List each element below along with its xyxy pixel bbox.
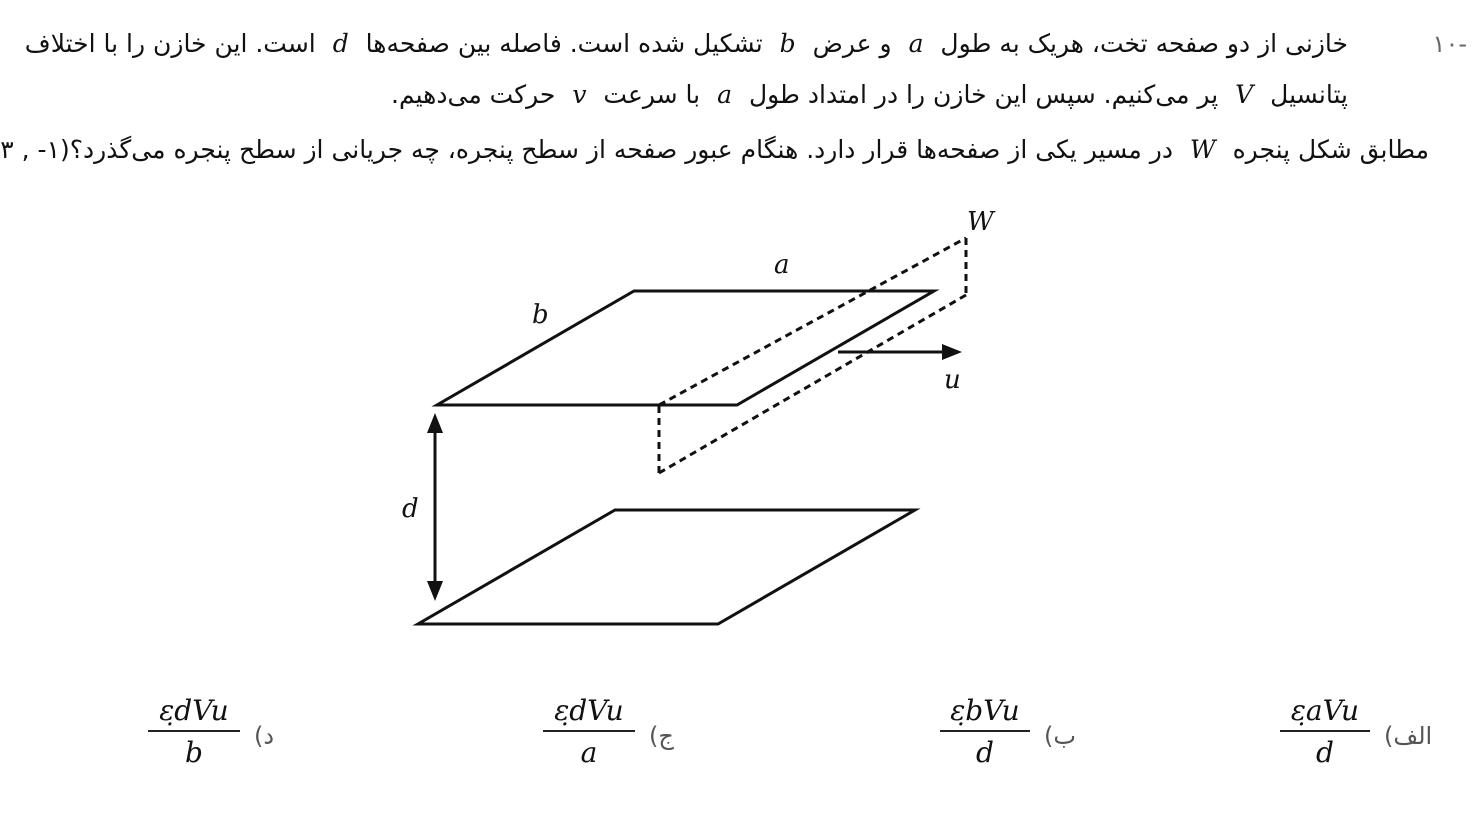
option-label: ب): [1044, 722, 1076, 750]
fraction-numerator: ε̣bVu: [940, 694, 1030, 732]
text-segment: مطابق شکل پنجره: [1232, 135, 1429, 164]
text-segment: حرکت می‌دهیم.: [391, 80, 556, 109]
label-d: d: [402, 494, 419, 524]
label-w: W: [967, 207, 994, 237]
fraction-numerator: ε̣dVu: [148, 694, 240, 732]
option-be[interactable]: [940, 694, 1090, 784]
velocity-arrowhead: [942, 344, 962, 360]
math-variable: a: [717, 80, 732, 109]
option-label: ج): [649, 722, 674, 750]
math-variable: b: [779, 29, 796, 58]
fraction-denominator: b: [185, 736, 203, 769]
question-number: -۱۰: [1432, 30, 1467, 58]
math-variable: V: [1235, 80, 1254, 109]
option-label: الف): [1384, 722, 1433, 750]
math-variable: v: [572, 80, 587, 109]
label-b: b: [532, 300, 549, 330]
fraction-numerator: ε̣dVu: [543, 694, 635, 732]
text-segment: و عرض: [812, 29, 892, 58]
text-segment: است. این خازن را با اختلاف: [24, 29, 316, 58]
text-segment: با سرعت: [603, 80, 701, 109]
text-segment: تشکیل شده است. فاصله بین صفحه‌ها: [365, 29, 763, 58]
fraction-numerator: ε̣aVu: [1280, 694, 1370, 732]
option-label: د): [254, 722, 275, 750]
text-segment: پر می‌کنیم. سپس این خازن را در امتداد طول: [748, 80, 1219, 109]
text-segment: در مسیر یکی از صفحه‌ها قرار دارد. هنگام عبور صفحه از سطح پنجره، چه جریانی از سطح پنجره می‌گذرد؟(۱- , ۳: [0, 135, 1173, 164]
fraction-denominator: d: [976, 736, 994, 769]
window-w: [659, 238, 966, 473]
fraction-denominator: a: [580, 736, 598, 769]
math-variable: a: [908, 29, 924, 58]
math-variable: W: [1189, 135, 1216, 164]
math-variable: d: [332, 29, 349, 58]
separation-arrowhead-bottom: [427, 581, 443, 601]
bottom-plate: [418, 510, 915, 624]
top-plate: [437, 291, 934, 405]
text-segment: خازنی از دو صفحه تخت، هریک به طول: [940, 29, 1348, 58]
option-fraction: [543, 694, 635, 769]
option-jim[interactable]: [543, 694, 693, 784]
option-fraction: [940, 694, 1030, 769]
text-segment: پتانسیل: [1270, 80, 1348, 109]
option-fraction: [148, 694, 240, 769]
fraction-denominator: d: [1316, 736, 1334, 769]
option-alef[interactable]: [1280, 694, 1440, 784]
label-a: a: [774, 250, 790, 280]
separation-arrowhead-top: [427, 413, 443, 433]
option-dal[interactable]: [148, 694, 298, 784]
option-fraction: [1280, 694, 1370, 769]
label-u: u: [944, 365, 961, 395]
